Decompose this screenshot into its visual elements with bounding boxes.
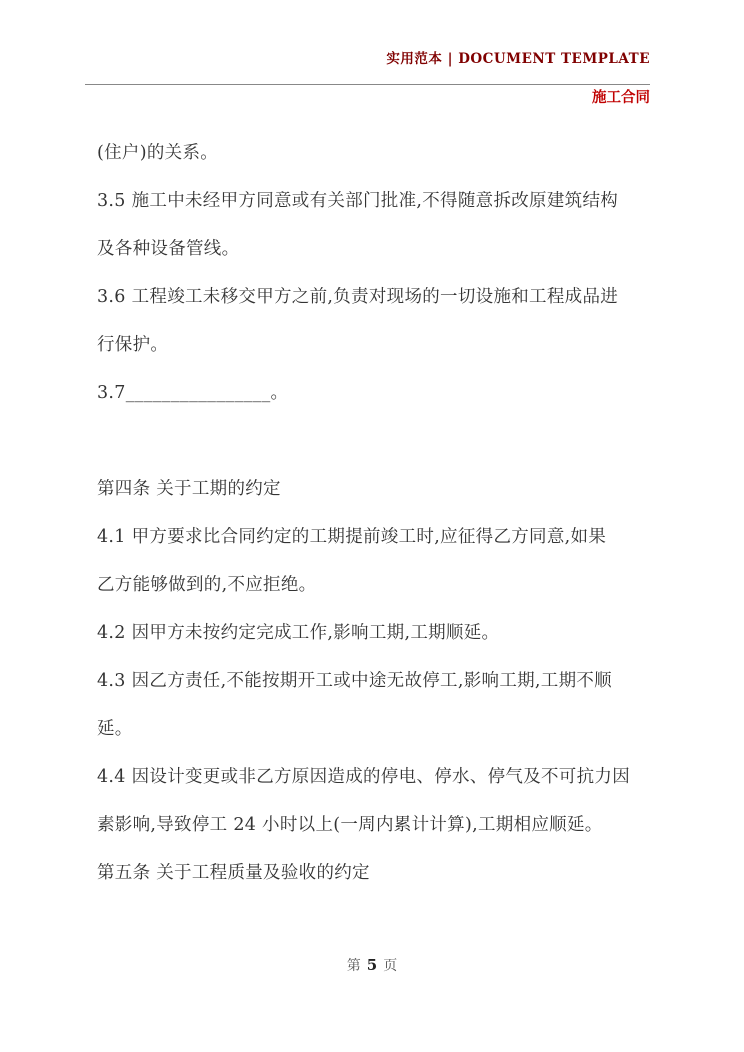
text-line: 3.5 施工中未经甲方同意或有关部门批准,不得随意拆改原建筑结构: [97, 191, 619, 211]
text-line: 行保护。: [97, 335, 169, 355]
paragraph: [97, 177, 650, 273]
text-line: 及各种设备管线。: [97, 239, 240, 259]
text-line: (住户)的关系。: [97, 143, 219, 163]
text-line: 素影响,导致停工 24 小时以上(一周内累计计算),工期相应顺延。: [97, 815, 603, 835]
header-brand-text: 实用范本 | DOCUMENT TEMPLATE: [386, 51, 650, 67]
text-line: 4.2 因甲方未按约定完成工作,影响工期,工期顺延。: [97, 623, 500, 643]
paragraph: [97, 273, 650, 369]
section-heading: [97, 465, 650, 513]
text-line: 延。: [97, 719, 133, 739]
text-line: 3.6 工程竣工未移交甲方之前,负责对现场的一切设施和工程成品进: [97, 287, 619, 307]
text-line: 4.3 因乙方责任,不能按期开工或中途无故停工,影响工期,工期不顺: [97, 671, 612, 691]
header-divider: [85, 84, 650, 85]
paragraph: [97, 129, 650, 177]
text-line: 3.7________________。: [97, 383, 289, 403]
text-line: 4.4 因设计变更或非乙方原因造成的停电、停水、停气及不可抗力因: [97, 767, 630, 787]
page-number-suffix: 页: [383, 958, 398, 974]
paragraph-spacer: [97, 417, 650, 465]
paragraph: [97, 369, 650, 417]
paragraph: [97, 513, 650, 609]
page-footer: [0, 955, 744, 976]
header-doc-type: 施工合同: [592, 89, 650, 106]
text-line: 第五条 关于工程质量及验收的约定: [97, 863, 370, 883]
text-line: 4.1 甲方要求比合同约定的工期提前竣工时,应征得乙方同意,如果: [97, 527, 607, 547]
text-line: 第四条 关于工期的约定: [97, 479, 281, 499]
section-heading: [97, 849, 650, 897]
paragraph: [97, 609, 650, 657]
paragraph: [97, 657, 650, 753]
page-number: 5: [366, 956, 378, 974]
page-number-prefix: 第: [346, 958, 361, 974]
page-header: [0, 0, 744, 107]
text-line: 乙方能够做到的,不应拒绝。: [97, 575, 317, 595]
paragraph: [97, 753, 650, 849]
document-body: [0, 107, 744, 897]
